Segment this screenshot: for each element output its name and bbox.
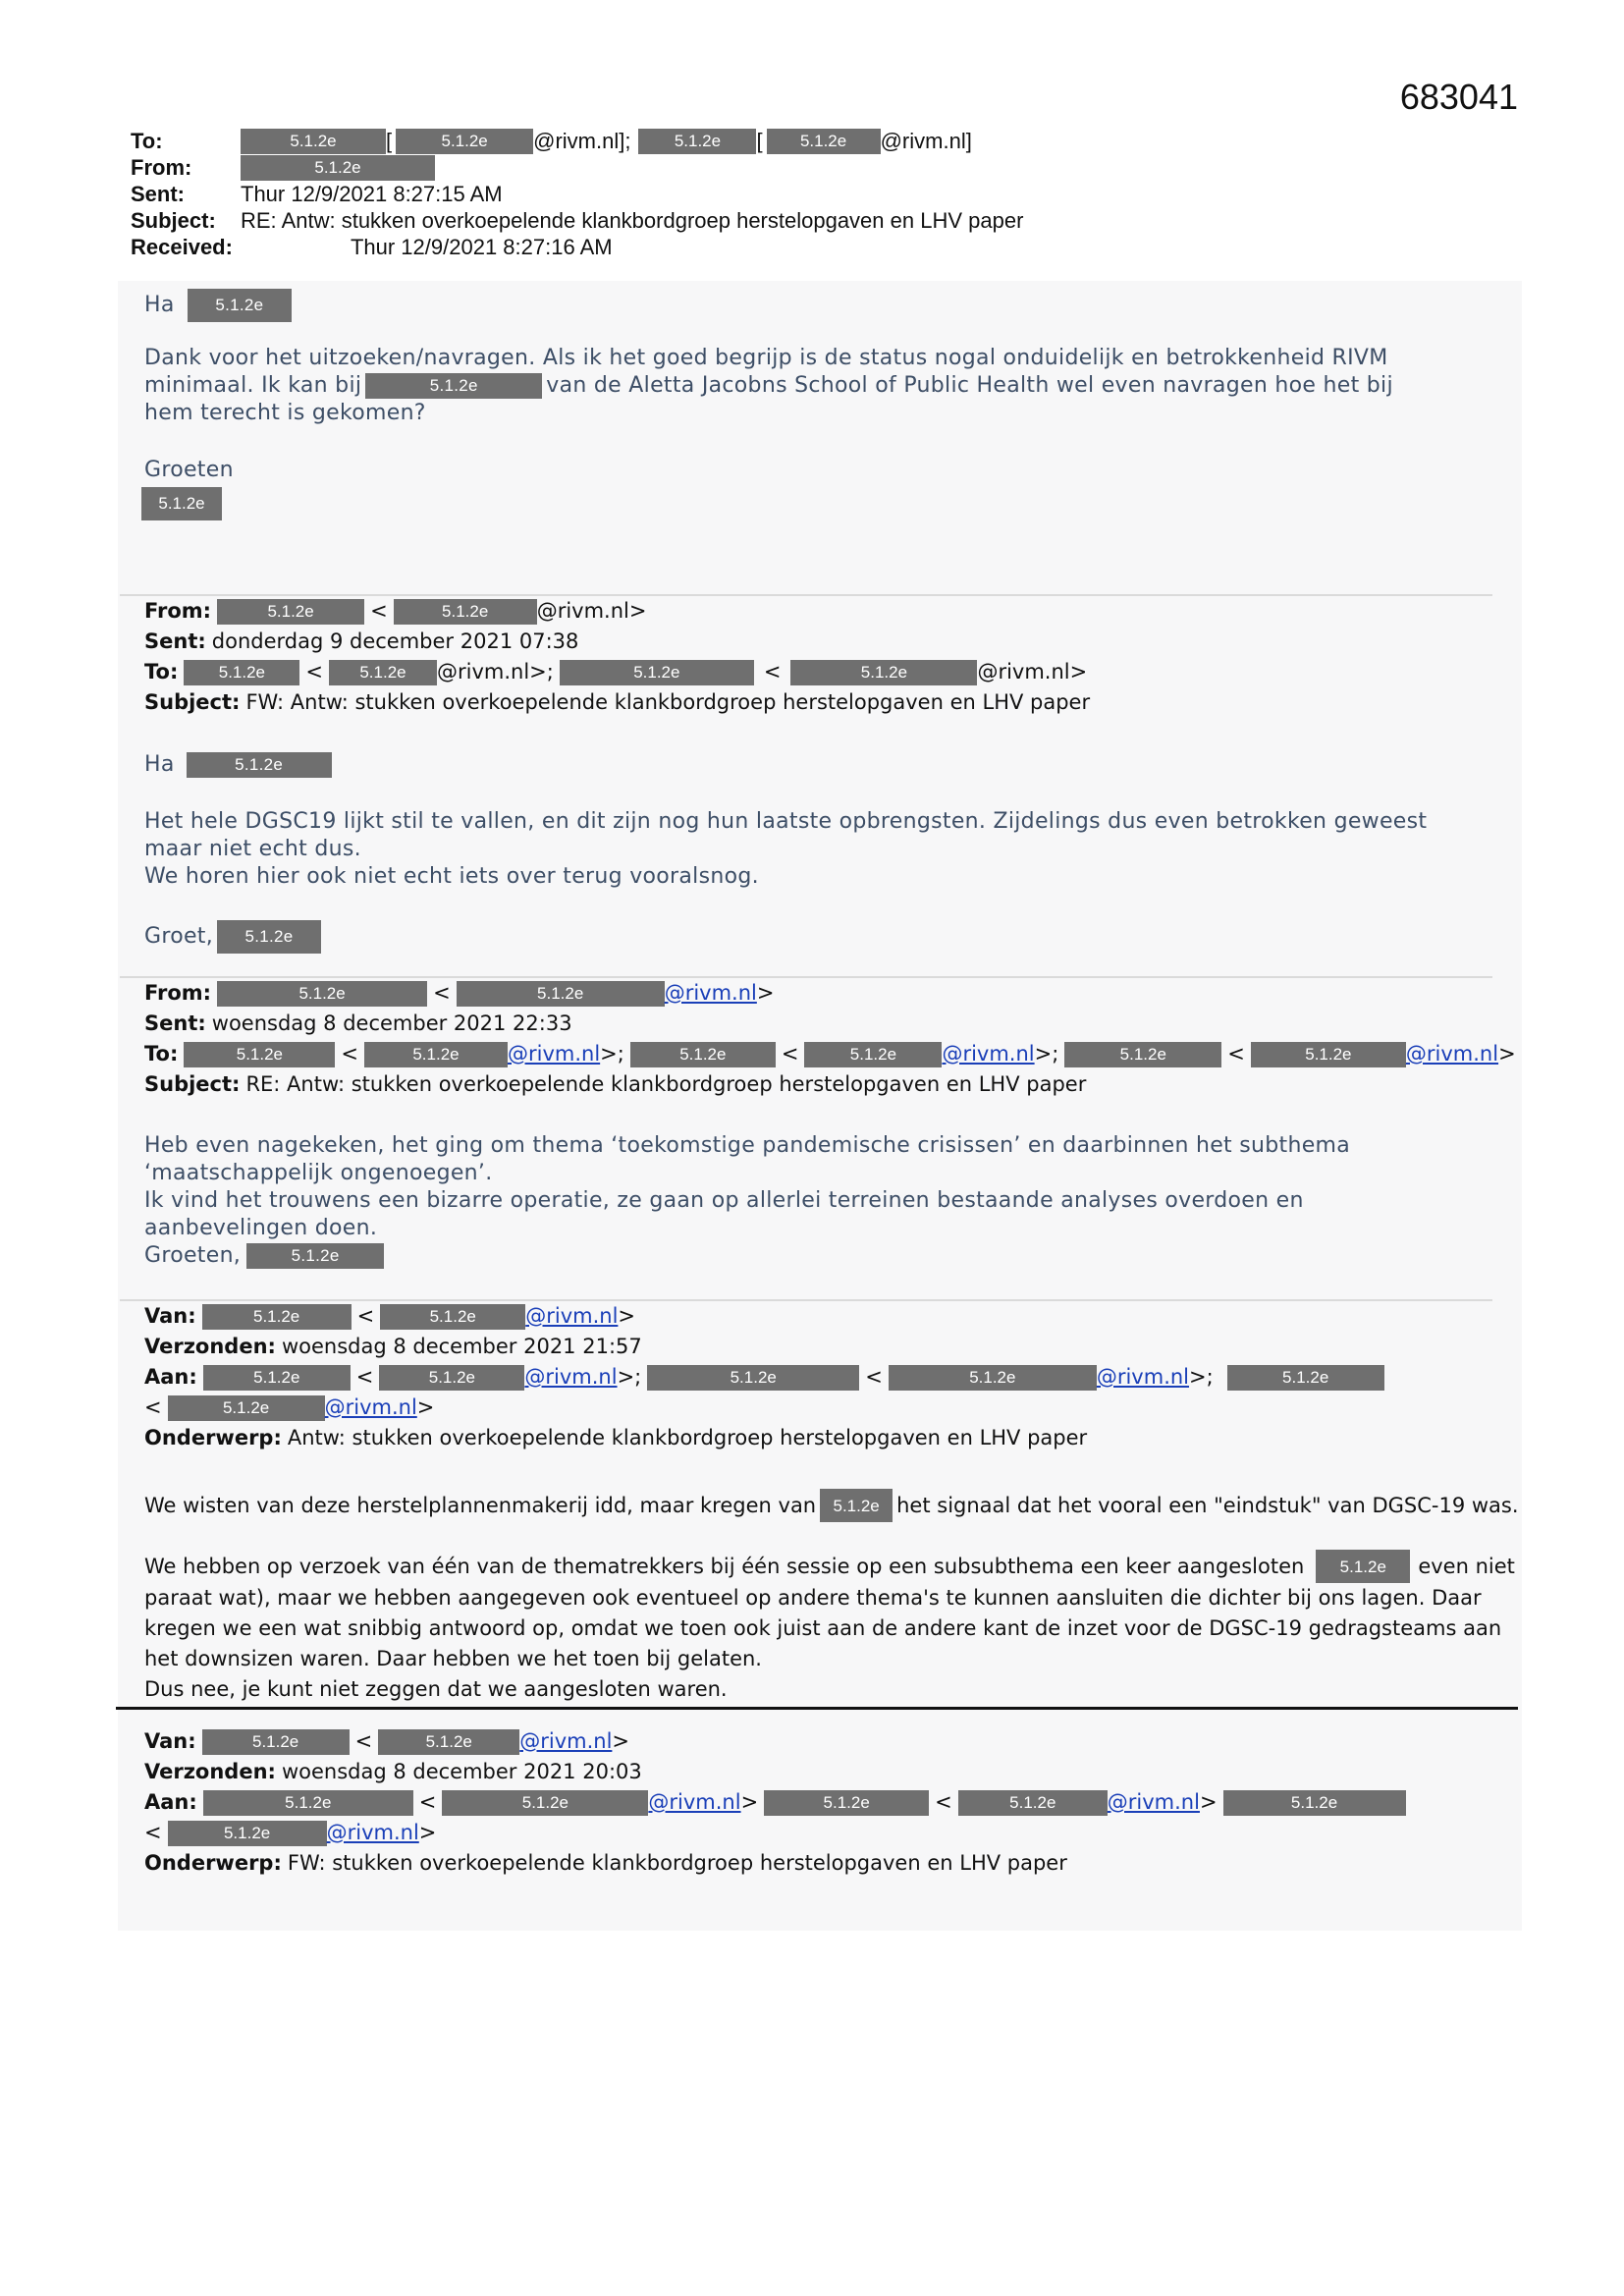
received-row xyxy=(131,234,1023,260)
paragraph-line: maar niet echt dus. xyxy=(144,837,361,861)
redaction: 5.1.2e xyxy=(647,1365,859,1391)
redaction: 5.1.2e xyxy=(184,1042,335,1067)
bracket: [ xyxy=(386,129,393,153)
paragraph-line: aanbevelingen doen. xyxy=(144,1216,378,1240)
subject-label: Subject: xyxy=(131,208,216,233)
redaction: 5.1.2e xyxy=(241,129,386,154)
message3-paragraph xyxy=(144,1132,1350,1270)
sent-label: Sent: xyxy=(144,1011,206,1035)
paragraph-line: paraat wat), maar we hebben aangegeven ook eventueel op andere thema's te kunnen aansluiten die dichter bij ons lagen. Daar xyxy=(144,1586,1482,1610)
email-link[interactable]: @rivm.nl xyxy=(664,981,757,1005)
redaction: 5.1.2e xyxy=(246,1243,384,1269)
redaction: 5.1.2e xyxy=(141,487,222,520)
message2-greeting-row xyxy=(144,751,332,779)
to-domain: @rivm.nl]; xyxy=(533,129,631,153)
redaction: 5.1.2e xyxy=(958,1790,1108,1816)
redaction: 5.1.2e xyxy=(1251,1042,1406,1067)
redaction: 5.1.2e xyxy=(168,1395,325,1421)
message1-paragraph xyxy=(144,345,1519,427)
email-link[interactable]: @rivm.nl xyxy=(507,1042,601,1066)
redaction: 5.1.2e xyxy=(380,1304,525,1330)
to-label: Aan: xyxy=(144,1790,197,1814)
email-link[interactable]: @rivm.nl xyxy=(648,1790,741,1814)
text-segment: minimaal. Ik kan bij xyxy=(144,373,362,398)
redaction: 5.1.2e xyxy=(790,660,977,685)
message1-greeting-row xyxy=(144,289,292,322)
from-label: Van: xyxy=(144,1304,196,1328)
sent-label: Verzonden: xyxy=(144,1335,276,1358)
email-domain: @rivm.nl>; xyxy=(436,660,554,683)
closing: Groet, xyxy=(144,924,214,949)
paragraph-line: Heb even nagekeken, het ging om thema ‘toekomstige pandemische crisissen’ en daarbinnen het subthema xyxy=(144,1133,1351,1158)
sent-value: woensdag 8 december 2021 22:33 xyxy=(211,1011,572,1035)
text-segment: even niet xyxy=(1418,1554,1515,1578)
subject-label: Onderwerp: xyxy=(144,1426,282,1449)
redaction: 5.1.2e xyxy=(379,1365,524,1391)
to-label: To: xyxy=(144,660,179,683)
sent-value: Thur 12/9/2021 8:27:15 AM xyxy=(241,182,503,206)
redaction: 5.1.2e xyxy=(1316,1550,1410,1583)
sent-label: Sent: xyxy=(131,182,185,206)
paragraph-line: Dus nee, je kunt niet zeggen dat we aangesloten waren. xyxy=(144,1677,728,1701)
paragraph-line xyxy=(144,372,1519,400)
to-domain: @rivm.nl] xyxy=(880,129,972,153)
text-segment: het signaal dat het vooral een "eindstuk" van DGSC-19 was. xyxy=(896,1493,1519,1517)
redaction: 5.1.2e xyxy=(187,752,332,778)
redaction: 5.1.2e xyxy=(217,920,321,954)
paragraph-line: Dank voor het uitzoeken/navragen. Als ik het goed begrijp is de status nogal onduidelijk en betrokkenheid RIVM xyxy=(144,346,1388,370)
from-label: From: xyxy=(131,155,192,180)
paragraph-line: het downsizen waren. Daar hebben we het toen bij gelaten. xyxy=(144,1647,762,1670)
email-link[interactable]: @rivm.nl xyxy=(519,1729,613,1753)
subject-label: Onderwerp: xyxy=(144,1851,282,1875)
redaction: 5.1.2e xyxy=(394,599,537,625)
redaction: 5.1.2e xyxy=(396,129,533,154)
redaction: 5.1.2e xyxy=(188,289,292,322)
email-link[interactable]: @rivm.nl xyxy=(324,1395,417,1419)
sent-value: woensdag 8 december 2021 20:03 xyxy=(281,1760,642,1783)
subject-value: RE: Antw: stukken overkoepelende klankbordgroep herstelopgaven en LHV paper xyxy=(241,208,1024,233)
redaction: 5.1.2e xyxy=(217,981,427,1007)
redaction: 5.1.2e xyxy=(1227,1365,1384,1391)
to-label: To: xyxy=(131,129,163,153)
email-link[interactable]: @rivm.nl xyxy=(1405,1042,1499,1066)
subject-value: Antw: stukken overkoepelende klankbordgroep herstelopgaven en LHV paper xyxy=(287,1426,1088,1449)
message4-paragraph2 xyxy=(144,1550,1515,1705)
redaction: 5.1.2e xyxy=(378,1729,519,1755)
email-domain: @rivm.nl> xyxy=(536,599,647,623)
closing: Groeten, xyxy=(144,1243,242,1268)
subject-label: Subject: xyxy=(144,690,241,714)
from-label: From: xyxy=(144,599,212,623)
greeting: Ha xyxy=(144,293,175,317)
redaction: 5.1.2e xyxy=(203,1365,351,1391)
to-label: To: xyxy=(144,1042,179,1066)
sent-row xyxy=(131,181,1023,207)
redaction: 5.1.2e xyxy=(638,129,756,154)
redaction: 5.1.2e xyxy=(804,1042,942,1067)
redaction: 5.1.2e xyxy=(364,1042,508,1067)
document-number: 683041 xyxy=(1399,77,1518,117)
redaction: 5.1.2e xyxy=(1064,1042,1221,1067)
redaction: 5.1.2e xyxy=(767,129,881,154)
redaction: 5.1.2e xyxy=(457,981,665,1007)
greeting: Ha xyxy=(144,752,175,777)
message4-header: Van: 5.1.2e < 5.1.2e @rivm.nl > Verzonden: woensdag 8 december 2021 21:57 Aan: 5.1.2e < 5.1.2e @rivm.nl >; 5.1.2e < 5.1.2e @rivm.nl >; 5.1.2e < 5.1.2e @rivm.nl > Onderwerp: Antw: stukken overkoepelende klankbordgroep herstelopgaven en LHV paper xyxy=(144,1301,1384,1453)
email-link[interactable]: @rivm.nl xyxy=(326,1821,419,1844)
sent-label: Sent: xyxy=(144,629,206,653)
redaction: 5.1.2e xyxy=(442,1790,648,1816)
message1-closing: Groeten xyxy=(144,458,234,482)
received-value: Thur 12/9/2021 8:27:16 AM xyxy=(350,235,613,259)
redaction: 5.1.2e xyxy=(184,660,299,685)
text-segment: We wisten van deze herstelplannenmakerij idd, maar kregen van xyxy=(144,1493,817,1517)
subject-row xyxy=(131,207,1023,234)
sent-label: Verzonden: xyxy=(144,1760,276,1783)
message2-header: From: 5.1.2e < 5.1.2e @rivm.nl> Sent: donderdag 9 december 2021 07:38 To: 5.1.2e < 5.1.2e @rivm.nl>; 5.1.2e < 5.1.2e @rivm.nl> Subject: FW: Antw: stukken overkoepelende klankbordgroep herstelopgaven en LHV paper xyxy=(144,596,1090,718)
redaction: 5.1.2e xyxy=(1223,1790,1406,1816)
redaction: 5.1.2e xyxy=(630,1042,776,1067)
email-link[interactable]: @rivm.nl xyxy=(1107,1790,1200,1814)
subject-value: FW: Antw: stukken overkoepelende klankbordgroep herstelopgaven en LHV paper xyxy=(245,690,1091,714)
redaction: 5.1.2e xyxy=(203,1790,413,1816)
paragraph-line: We horen hier ook niet echt iets over terug vooralsnog. xyxy=(144,864,759,889)
redaction: 5.1.2e xyxy=(241,155,435,181)
to-row xyxy=(131,128,1023,154)
bracket: [ xyxy=(756,129,763,153)
subject-value: RE: Antw: stukken overkoepelende klankbordgroep herstelopgaven en LHV paper xyxy=(245,1072,1087,1096)
from-label: From: xyxy=(144,981,212,1005)
subject-value: FW: stukken overkoepelende klankbordgroep herstelopgaven en LHV paper xyxy=(287,1851,1067,1875)
email-link[interactable]: @rivm.nl xyxy=(1096,1365,1190,1389)
redaction: 5.1.2e xyxy=(889,1365,1097,1391)
email-link[interactable]: @rivm.nl xyxy=(524,1365,618,1389)
message5-header: Van: 5.1.2e < 5.1.2e @rivm.nl > Verzonden: woensdag 8 december 2021 20:03 Aan: 5.1.2e < 5.1.2e @rivm.nl > 5.1.2e < 5.1.2e @rivm.nl > 5.1.2e < 5.1.2e @rivm.nl > Onderwerp: FW: stukken overkoepelende klankbordgroep herstelopgaven en LHV paper xyxy=(144,1726,1406,1879)
subject-label: Subject: xyxy=(144,1072,241,1096)
paragraph-line: hem terecht is gekomen? xyxy=(144,401,426,425)
message3-header: From: 5.1.2e < 5.1.2e @rivm.nl > Sent: woensdag 8 december 2021 22:33 To: 5.1.2e < 5.1.2e @rivm.nl >; 5.1.2e < 5.1.2e @rivm.nl >; 5.1.2e < 5.1.2e @rivm.nl > Subject: RE: Antw: stukken overkoepelende klankbordgroep herstelopgaven en LHV paper xyxy=(144,978,1516,1100)
redaction: 5.1.2e xyxy=(820,1489,893,1522)
paragraph-line xyxy=(144,1550,1515,1583)
message4-paragraph1 xyxy=(144,1489,1519,1522)
email-link[interactable]: @rivm.nl xyxy=(942,1042,1035,1066)
paragraph-line: Het hele DGSC19 lijkt stil te vallen, en dit zijn nog hun laatste opbrengsten. Zijdelings dus even betrokken geweest xyxy=(144,809,1428,834)
message2-paragraph xyxy=(144,808,1427,891)
redaction: 5.1.2e xyxy=(764,1790,929,1816)
sent-value: donderdag 9 december 2021 07:38 xyxy=(211,629,579,653)
sent-value: woensdag 8 december 2021 21:57 xyxy=(281,1335,642,1358)
redaction: 5.1.2e xyxy=(365,373,542,399)
email-domain: @rivm.nl> xyxy=(977,660,1088,683)
paragraph-line xyxy=(144,1242,1350,1270)
to-label: Aan: xyxy=(144,1365,197,1389)
email-link[interactable]: @rivm.nl xyxy=(525,1304,619,1328)
separator-thick xyxy=(116,1707,1518,1710)
text-segment: van de Aletta Jacobns School of Public Health wel even navragen hoe het bij xyxy=(546,373,1393,398)
from-label: Van: xyxy=(144,1729,196,1753)
redaction: 5.1.2e xyxy=(202,1304,352,1330)
redaction: 5.1.2e xyxy=(329,660,437,685)
message2-closing xyxy=(144,920,321,954)
text-segment: We hebben op verzoek van één van de thematrekkers bij één sessie op een subsubthema een keer aangesloten xyxy=(144,1554,1305,1578)
from-row xyxy=(131,154,1023,181)
redaction: 5.1.2e xyxy=(217,599,364,625)
received-label: Received: xyxy=(131,235,233,259)
outer-header xyxy=(131,128,1023,260)
redaction: 5.1.2e xyxy=(168,1821,327,1846)
redaction: 5.1.2e xyxy=(560,660,754,685)
paragraph-line: Ik vind het trouwens een bizarre operatie, ze gaan op allerlei terreinen bestaande analyses overdoen en xyxy=(144,1188,1304,1213)
paragraph-line: ‘maatschappelijk ongenoegen’. xyxy=(144,1161,493,1185)
redaction: 5.1.2e xyxy=(202,1729,350,1755)
paragraph-line: kregen we een wat snibbig antwoord op, omdat we toen ook juist aan de andere kant de inzet voor de DGSC-19 gedragsteams aan xyxy=(144,1616,1502,1640)
